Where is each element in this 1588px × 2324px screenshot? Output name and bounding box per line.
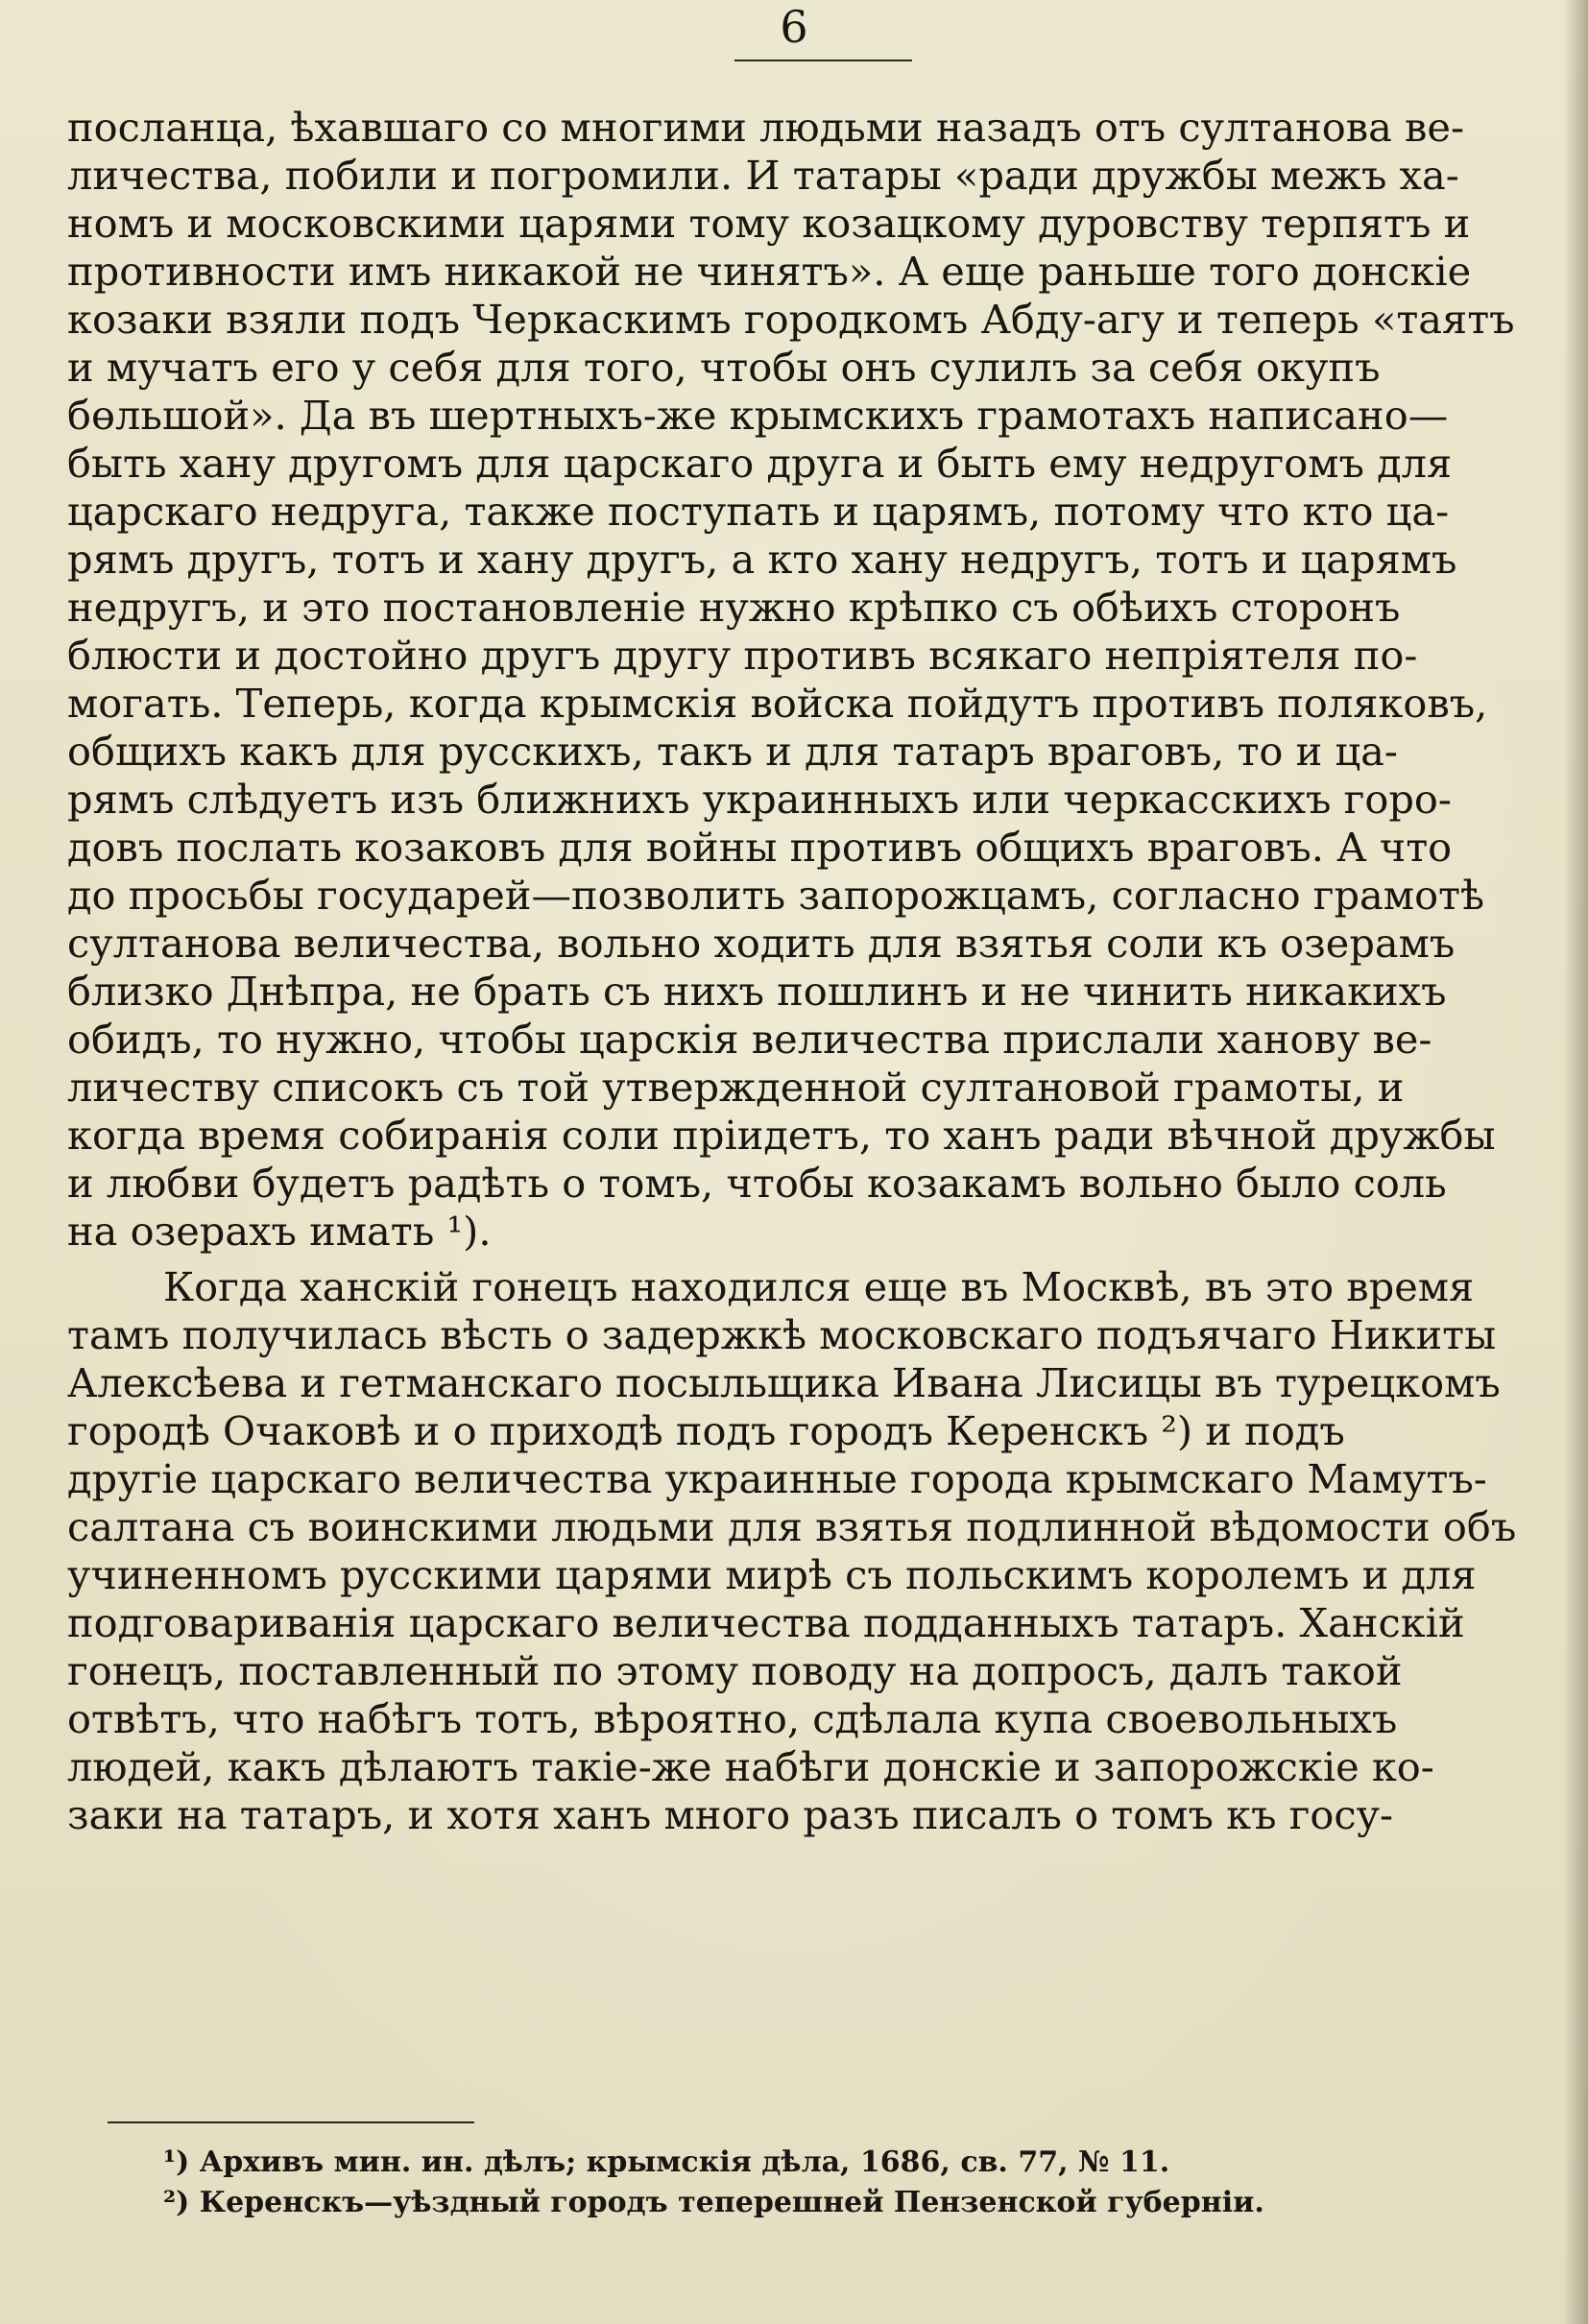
text-line: городѣ Очаковѣ и о приходѣ подъ городъ Керенскъ ²) и подъ — [67, 1407, 1345, 1454]
page-number-rule — [734, 60, 912, 61]
text-line: гонецъ, поставленный по этому поводу на допросъ, далъ такой — [67, 1647, 1403, 1694]
text-line: Когда ханскій гонецъ находился еще въ Москвѣ, въ это время — [163, 1263, 1475, 1310]
text-line: тамъ получилась вѣсть о задержкѣ московскаго подъячаго Никиты — [67, 1311, 1497, 1358]
text-line: посланца, ѣхавшаго со многими людьми назадъ отъ султанова ве- — [67, 104, 1464, 151]
text-line: заки на татаръ, и хотя ханъ много разъ писалъ о томъ къ госу- — [67, 1791, 1394, 1838]
text-line: и любви будетъ радѣть о томъ, чтобы козакамъ вольно было соль — [67, 1160, 1447, 1207]
text-line: другіе царскаго величества украинные города крымскаго Мамутъ- — [67, 1455, 1487, 1502]
page-number: 6 — [780, 1, 808, 53]
footnote-2: ²) Керенскъ—уѣздный городъ теперешней Пензенской губерніи. — [163, 2186, 1264, 2219]
text-line: козаки взяли подъ Черкаскимъ городкомъ Абду-агу и теперь «таятъ — [67, 296, 1515, 343]
text-line: и мучатъ его у себя для того, чтобы онъ сулилъ за себя окупъ — [67, 344, 1381, 391]
body-text — [67, 104, 1570, 1839]
text-line: бөльшой». Да въ шертныхъ-же крымскихъ грамотахъ написано— — [67, 392, 1449, 439]
footnote-rule — [108, 2121, 474, 2123]
text-line: учиненномъ русскими царями мирѣ съ польскимъ королемъ и для — [67, 1551, 1477, 1598]
text-line: личества, побили и погромили. И татары «ради дружбы межъ ха- — [67, 152, 1459, 199]
text-line: рямъ другъ, тотъ и хану другъ, а кто хану недругъ, тотъ и царямъ — [67, 536, 1457, 583]
footnote-1: ¹) Архивъ мин. ин. дѣлъ; крымскія дѣла, 1686, св. 77, № 11. — [163, 2145, 1170, 2179]
text-line: рямъ слѣдуетъ изъ ближнихъ украинныхъ или черкасскихъ горо- — [67, 776, 1452, 823]
text-line: быть хану другомъ для царскаго друга и быть ему недругомъ для — [67, 440, 1453, 487]
text-line: когда время собиранія соли пріидетъ, то ханъ ради вѣчной дружбы — [67, 1112, 1496, 1159]
text-line: на озерахъ имать ¹). — [67, 1208, 492, 1255]
text-line: царскаго недруга, также поступать и царямъ, потому что кто ца- — [67, 488, 1450, 535]
text-line: могать. Теперь, когда крымскія войска пойдутъ противъ поляковъ, — [67, 680, 1488, 727]
text-line: недругъ, и это постановленіе нужно крѣпко съ обѣихъ сторонъ — [67, 584, 1401, 631]
text-line: Алексѣева и гетманскаго посыльщика Ивана Лисицы въ турецкомъ — [67, 1359, 1501, 1406]
text-line: номъ и московскими царями тому козацкому дуровству терпятъ и — [67, 200, 1471, 247]
paragraph-2 — [67, 1263, 1570, 1839]
text-line: салтана съ воинскими людьми для взятья подлинной вѣдомости объ — [67, 1503, 1517, 1550]
text-line: людей, какъ дѣлаютъ такіе-же набѣги донскіе и запорожскіе ко- — [67, 1743, 1434, 1790]
text-line: блюсти и достойно другъ другу противъ всякаго непріятеля по- — [67, 632, 1418, 679]
text-line: довъ послать козаковъ для войны противъ общихъ враговъ. А что — [67, 824, 1453, 871]
paragraph-1 — [67, 104, 1570, 1256]
footnotes — [163, 2143, 1507, 2223]
text-line: близко Днѣпра, не брать съ нихъ пошлинъ и не чинить никакихъ — [67, 968, 1447, 1015]
text-line: отвѣтъ, что набѣгъ тотъ, вѣроятно, сдѣлала купа своевольныхъ — [67, 1695, 1398, 1742]
text-line: султанова величества, вольно ходить для взятья соли къ озерамъ — [67, 920, 1456, 967]
text-line: подговариванія царскаго величества подданныхъ татаръ. Ханскій — [67, 1599, 1465, 1646]
text-line: обидъ, то нужно, чтобы царскія величества прислали ханову ве- — [67, 1016, 1432, 1063]
text-line: общихъ какъ для русскихъ, такъ и для татаръ враговъ, то и ца- — [67, 728, 1398, 775]
text-line: личеству списокъ съ той утвержденной султановой грамоты, и — [67, 1064, 1405, 1111]
text-line: до просьбы государей—позволить запорожцамъ, согласно грамотѣ — [67, 872, 1485, 919]
text-line: противности имъ никакой не чинятъ». А еще раньше того донскіе — [67, 248, 1472, 295]
